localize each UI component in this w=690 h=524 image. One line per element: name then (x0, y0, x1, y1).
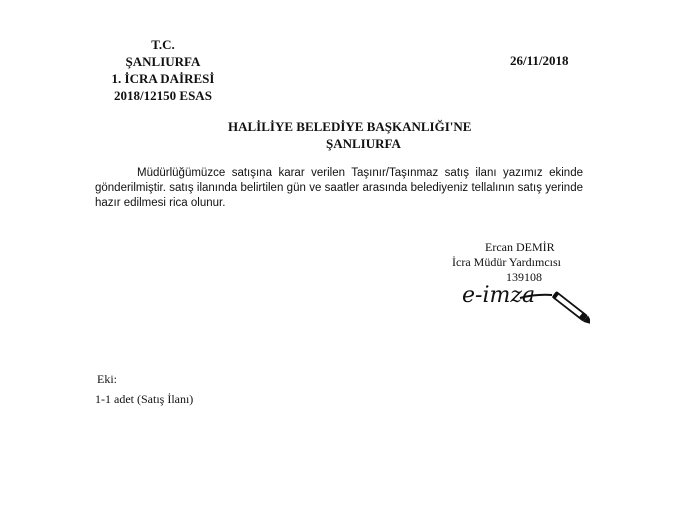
signer-name: Ercan DEMİR (485, 240, 555, 254)
header-country: T.C. (151, 37, 175, 52)
body-paragraph: Müdürlüğümüzce satışına karar verilen Taşınır/Taşınmaz satış ilanı yazımız ekinde gönderilmiştir. satış ilanında belirtilen gün ve saatler arasında belediyeniz tellalının satış yerinde hazır edilmesi rica olunur. (95, 167, 583, 209)
annex-label: Eki: (97, 372, 117, 386)
signer-id: 139108 (506, 270, 542, 284)
recipient-block (228, 118, 471, 152)
annex-block (95, 370, 193, 408)
e-signature-text: e-imza (462, 283, 536, 308)
recipient-city: ŞANLIURFA (326, 136, 401, 151)
header-city: ŞANLIURFA (125, 54, 201, 69)
recipient-name: HALİLİYE BELEDİYE BAŞKANLIĞI'NE (228, 119, 472, 134)
header-case-number: 2018/12150 ESAS (114, 88, 212, 103)
e-signature-stamp (460, 276, 590, 330)
pen-icon (552, 291, 590, 328)
header-office: 1. İCRA DAİRESİ (111, 71, 215, 86)
document-date: 26/11/2018 (510, 53, 569, 68)
signer-title: İcra Müdür Yardımcısı (452, 255, 561, 269)
header-block (88, 36, 238, 104)
annex-item: 1-1 adet (Satış İlanı) (95, 392, 194, 406)
